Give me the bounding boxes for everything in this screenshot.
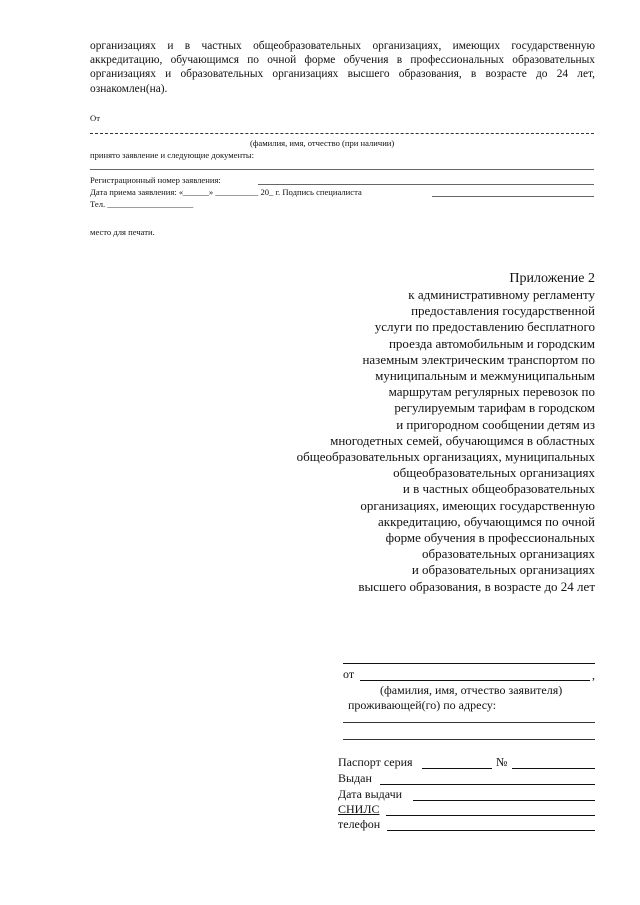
issue-date-label: Дата выдачи bbox=[338, 787, 403, 801]
receipt-date-line: Дата приема заявления: «______» __________ 20_ г. Подпись специалиста bbox=[90, 187, 362, 197]
appendix-line: многодетных семей, обучающимся в областных bbox=[330, 432, 595, 448]
receipt-docs-line bbox=[90, 169, 594, 170]
appendix-line: высшего образования, в возрасте до 24 лет bbox=[358, 578, 595, 594]
appendix-line: наземным электрическим транспортом по bbox=[362, 351, 595, 367]
appendix-line: к административному регламенту bbox=[408, 287, 595, 302]
applicant-address-label: проживающей(го) по адресу: bbox=[348, 698, 497, 712]
receipt-stamp-label: место для печати. bbox=[90, 227, 155, 237]
address-line-2 bbox=[343, 739, 595, 740]
phone-label: телефон bbox=[338, 817, 381, 831]
appendix-line: предоставления государственной bbox=[411, 303, 595, 319]
passport-series-label: Паспорт серия bbox=[338, 755, 413, 769]
receipt-accepted-label: принято заявление и следующие документы: bbox=[90, 150, 254, 160]
appendix-line: регулируемым тарифам в городском bbox=[394, 400, 595, 416]
appendix-line: общеобразовательных организациях bbox=[393, 465, 595, 481]
receipt-tel: Тел. ____________________ bbox=[90, 199, 194, 209]
appendix-line: и пригородном сообщении детям из bbox=[396, 416, 595, 432]
issue-date-line bbox=[413, 800, 595, 801]
passport-series-line bbox=[422, 768, 492, 769]
appendix-line: общеобразовательных организациях, муниципальных bbox=[296, 449, 595, 465]
receipt-fio-hint: (фамилия, имя, отчество (при наличии) bbox=[250, 138, 395, 148]
appendix-line: образовательных организациях bbox=[422, 546, 595, 562]
snils-label: СНИЛС bbox=[338, 802, 380, 816]
passport-number-label: № bbox=[496, 755, 508, 769]
appendix-line: форме обучения в профессиональных bbox=[385, 530, 595, 546]
appendix-line: муниципальным и межмуниципальным bbox=[375, 368, 595, 384]
appendix-line: и в частных общеобразовательных bbox=[402, 481, 595, 497]
appendix-line: проезда автомобильным и городским bbox=[388, 335, 595, 351]
receipt-signature-line bbox=[432, 196, 594, 197]
issued-by-line bbox=[380, 784, 595, 785]
recipient-line bbox=[343, 663, 595, 664]
applicant-fio-line bbox=[360, 680, 590, 681]
issued-by-label: Выдан bbox=[338, 771, 372, 785]
address-line-1 bbox=[343, 722, 595, 723]
receipt-fio-line bbox=[90, 133, 594, 134]
applicant-fio-hint: (фамилия, имя, отчество заявителя) bbox=[380, 683, 563, 697]
appendix-line: и образовательных организациях bbox=[411, 562, 595, 578]
appendix-line: аккредитацию, обучающимся по очной bbox=[378, 513, 595, 529]
appendix-line: организациях, имеющих государственную bbox=[360, 497, 595, 513]
appendix-line: маршрутам регулярных перевозок по bbox=[388, 384, 595, 400]
appendix-line: услуги по предоставлению бесплатного bbox=[374, 319, 595, 335]
intro-paragraph: организациях и в частных общеобразовательных организациях, имеющих государственную аккредитацию, обучающимся по очной форме обучения в профессиональных образовательных организациях и образовательных организациях высшего образования, в возрасте до 24 лет, ознакомлен(на). bbox=[90, 40, 595, 95]
passport-number-line bbox=[512, 768, 595, 769]
applicant-fio-comma: , bbox=[592, 668, 595, 682]
receipt-reg-number-label: Регистрационный номер заявления: bbox=[90, 175, 221, 185]
receipt-from-label: От bbox=[90, 113, 100, 123]
snils-line bbox=[386, 815, 595, 816]
appendix-header bbox=[215, 271, 595, 595]
applicant-from-label: от bbox=[343, 667, 355, 681]
appendix-title: Приложение 2 bbox=[509, 271, 595, 286]
receipt-reg-number-line bbox=[258, 184, 594, 185]
phone-line bbox=[387, 830, 595, 831]
